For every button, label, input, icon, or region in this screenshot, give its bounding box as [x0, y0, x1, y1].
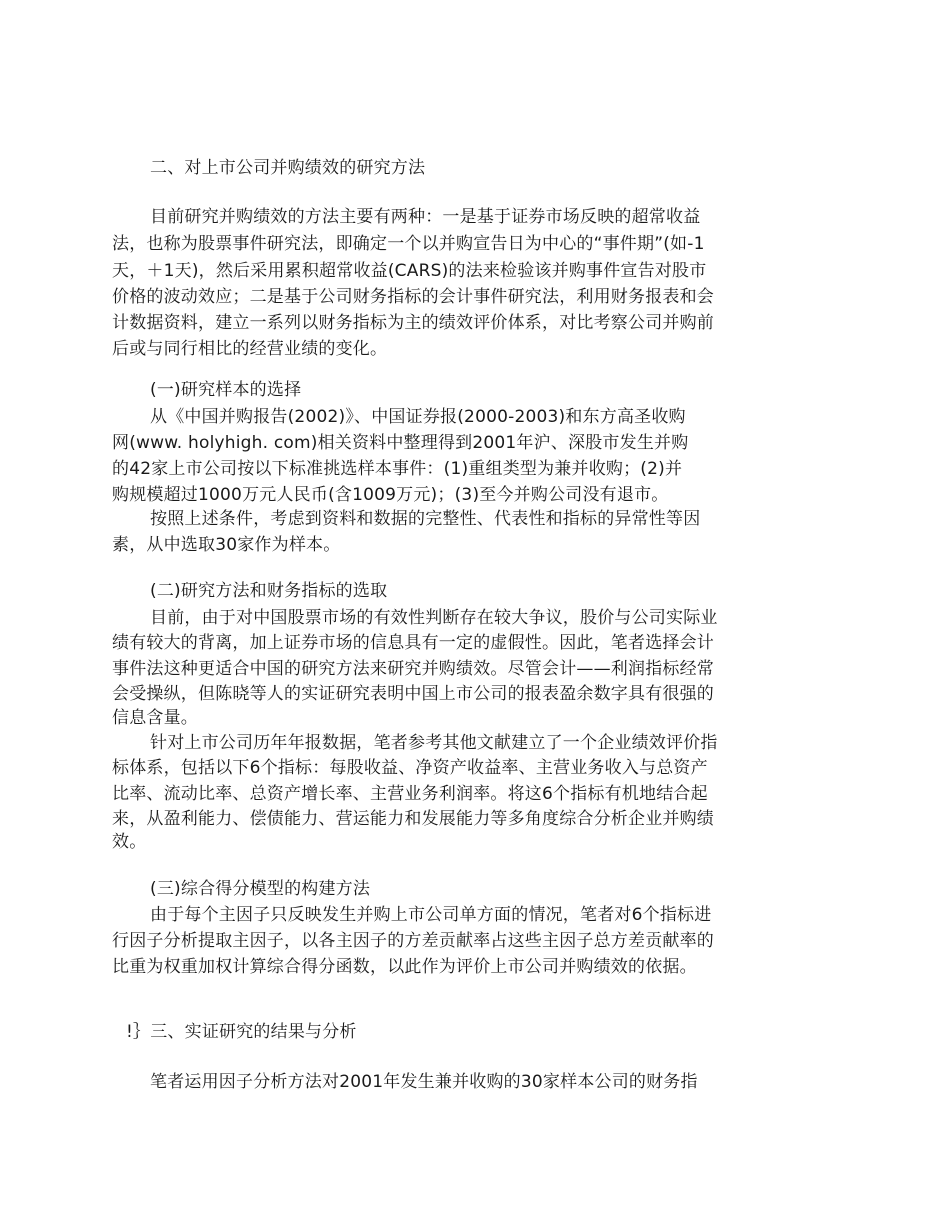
paragraph-line: 购规模超过1000万元人民币(含1009万元)；(3)至今并购公司没有退市。 — [112, 485, 669, 505]
paragraph-line: 天，＋1天)，然后采用累积超常收益(CARS)的法来检验该并购事件宣告对股市 — [112, 261, 707, 281]
paragraph-line: 法，也称为股票事件研究法，即确定一个以并购宣告日为中心的“事件期”(如-1 — [112, 234, 705, 254]
paragraph-line: 会受操纵，但陈晓等人的实证研究表明中国上市公司的报表盈余数字具有很强的 — [112, 684, 714, 704]
paragraph-line: 绩有较大的背离，加上证券市场的信息具有一定的虚假性。因此，笔者选择会计 — [112, 633, 714, 653]
paragraph-line: 从《中国并购报告(2002)》、中国证券报(2000-2003)和东方高圣收购 — [150, 407, 686, 427]
subsection-1-heading: (一)研究样本的选择 — [150, 380, 302, 400]
paragraph-line: 行因子分析提取主因子，以各主因子的方差贡献率占这些主因子总方差贡献率的 — [112, 931, 714, 951]
paragraph-line: 比重为权重加权计算综合得分函数，以此作为评价上市公司并购绩效的依据。 — [112, 957, 697, 977]
paragraph-line: 按照上述条件，考虑到资料和数据的完整性、代表性和指标的异常性等因 — [150, 509, 701, 529]
paragraph-line: 计数据资料，建立一系列以财务指标为主的绩效评价体系，对比考察公司并购前 — [112, 313, 714, 333]
paragraph-line: 效。 — [112, 832, 147, 852]
paragraph-line: 网(www. holyhigh. com)相关资料中整理得到2001年沪、深股市发生并购 — [112, 433, 689, 453]
section-2-heading: 二、对上市公司并购绩效的研究方法 — [150, 158, 426, 178]
subsection-2-heading: (二)研究方法和财务指标的选取 — [150, 581, 388, 601]
paragraph-line: 事件法这种更适合中国的研究方法来研究并购绩效。尽管会计——利润指标经常 — [112, 659, 714, 679]
paragraph-line: 后或与同行相比的经营业绩的变化。 — [112, 339, 388, 359]
paragraph-line: 目前研究并购绩效的方法主要有两种：一是基于证券市场反映的超常收益 — [150, 207, 701, 227]
paragraph-line: 素，从中选取30家作为样本。 — [112, 535, 341, 555]
paragraph-line: 比率、流动比率、总资产增长率、主营业务利润率。将这6个指标有机地结合起 — [112, 784, 708, 804]
section-3-heading: !｝三、实证研究的结果与分析 — [126, 1022, 357, 1042]
paragraph-line: 来，从盈利能力、偿债能力、营运能力和发展能力等多角度综合分析企业并购绩 — [112, 809, 714, 829]
paragraph-line: 笔者运用因子分析方法对2001年发生兼并收购的30家样本公司的财务指 — [150, 1072, 698, 1092]
paragraph-line: 目前，由于对中国股票市场的有效性判断存在较大争议，股价与公司实际业 — [150, 608, 718, 628]
paragraph-line: 价格的波动效应；二是基于公司财务指标的会计事件研究法，利用财务报表和会 — [112, 287, 714, 307]
paragraph-line: 标体系，包括以下6个指标：每股收益、净资产收益率、主营业务收入与总资产 — [112, 758, 708, 778]
paragraph-line: 针对上市公司历年年报数据，笔者参考其他文献建立了一个企业绩效评价指 — [150, 733, 718, 753]
paragraph-line: 的42家上市公司按以下标准挑选样本事件：(1)重组类型为兼并收购；(2)并 — [112, 459, 683, 479]
subsection-3-heading: (三)综合得分模型的构建方法 — [150, 879, 371, 899]
paragraph-line: 由于每个主因子只反映发生并购上市公司单方面的情况，笔者对6个指标进 — [150, 905, 712, 925]
paragraph-line: 信息含量。 — [112, 708, 198, 728]
